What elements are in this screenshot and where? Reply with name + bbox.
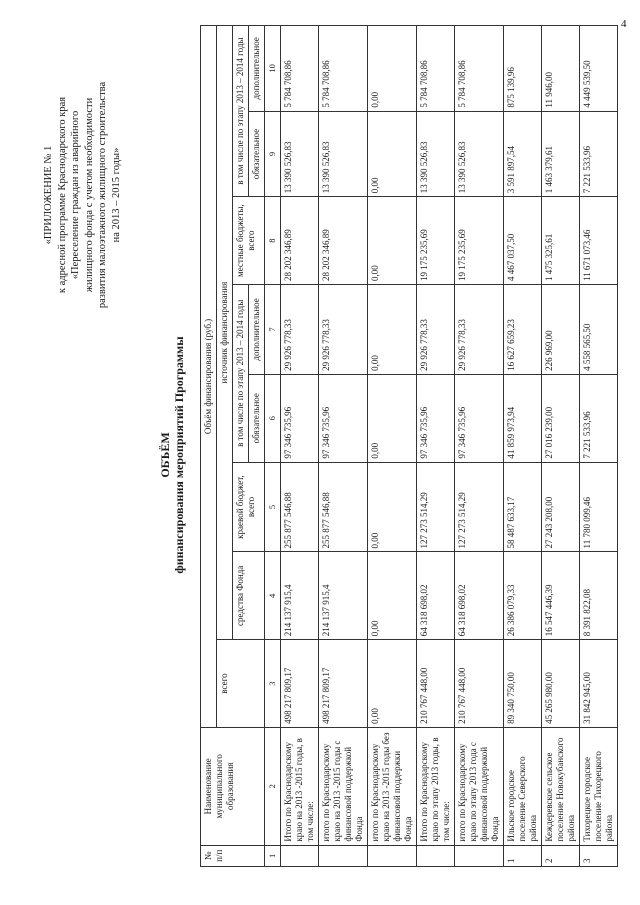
cell-regional-mandatory: 41 859 973,94 <box>504 374 542 462</box>
table-row <box>580 26 618 867</box>
cell-no: 3 <box>580 845 618 866</box>
cell-fund: 0,00 <box>368 552 417 640</box>
cell-regional: 127 273 514,29 <box>417 462 455 552</box>
cell-name: Кеждеревское сельское поселение Новокубанского района <box>542 727 580 845</box>
cell-no <box>281 845 319 866</box>
cell-total: 0,00 <box>368 640 417 728</box>
cell-local: 28 202 346,89 <box>319 197 368 285</box>
heading-subtitle: финансирования мероприятий Программы <box>172 336 186 574</box>
cell-total: 89 340 750,00 <box>504 640 542 728</box>
cell-local: 11 671 073,46 <box>580 197 618 285</box>
cell-local-additional: 5 784 708,86 <box>417 26 455 112</box>
column-number: 1 <box>265 845 281 866</box>
header-local-including: в том числе по этапу 2013 – 2014 годы <box>233 26 249 197</box>
appendix-line: «ПРИЛОЖЕНИЕ № 1 <box>43 145 54 245</box>
cell-name: Ильское городское поселение Северского района <box>504 727 542 845</box>
cell-local: 1 475 325,61 <box>542 197 580 285</box>
cell-local-additional: 11 946,00 <box>542 26 580 112</box>
cell-no: 1 <box>504 845 542 866</box>
cell-regional-additional: 29 926 778,33 <box>281 285 319 375</box>
cell-regional: 58 487 633,17 <box>504 462 542 552</box>
cell-fund: 214 137 915,4 <box>281 552 319 640</box>
cell-regional-mandatory: 97 346 735,96 <box>319 374 368 462</box>
header-volume: Объём финансирования (руб.) <box>201 26 217 728</box>
cell-local-mandatory: 7 221 533,96 <box>580 111 618 197</box>
cell-total: 498 217 809,17 <box>319 640 368 728</box>
cell-local: 19 175 235,69 <box>455 197 504 285</box>
cell-local-additional: 5 784 708,86 <box>281 26 319 112</box>
appendix-line: «Переселение граждан из аварийного <box>70 110 81 280</box>
column-number: 6 <box>265 374 281 462</box>
cell-no <box>455 845 504 866</box>
cell-name: итого по Краснодарскому краю на 2013 -2015 годы с финансовой поддержкой Фонда <box>319 727 368 845</box>
column-number: 8 <box>265 197 281 285</box>
cell-local-mandatory: 0,00 <box>368 111 417 197</box>
cell-local-mandatory: 13 390 526,83 <box>281 111 319 197</box>
cell-regional: 27 243 208,00 <box>542 462 580 552</box>
header-fund: средства Фонда <box>233 552 265 640</box>
cell-local-mandatory: 13 390 526,83 <box>455 111 504 197</box>
cell-no <box>319 845 368 866</box>
column-number: 9 <box>265 111 281 197</box>
cell-regional: 11 780 099,46 <box>580 462 618 552</box>
rotated-page <box>30 25 614 885</box>
cell-regional-mandatory: 27 016 239,00 <box>542 374 580 462</box>
appendix-line: развития малоэтажного жилищного строительства <box>97 81 108 309</box>
table-row <box>417 26 455 867</box>
appendix-block <box>42 45 123 345</box>
cell-regional-mandatory: 97 346 735,96 <box>455 374 504 462</box>
cell-no: 2 <box>542 845 580 866</box>
document-heading <box>158 145 186 765</box>
table-row <box>542 26 580 867</box>
cell-fund: 26 386 079,33 <box>504 552 542 640</box>
cell-regional-additional: 29 926 778,33 <box>455 285 504 375</box>
appendix-line: на 2013 – 2015 годы» <box>110 147 122 243</box>
column-number: 2 <box>265 727 281 845</box>
cell-name: итого по Краснодарскому краю на 2013 -2015 годы без финансовой поддержки Фонда <box>368 727 417 845</box>
cell-name: итого по Краснодарскому краю по этапу 2013 года с финансовой поддержкой Фонда <box>455 727 504 845</box>
table-row <box>455 26 504 867</box>
cell-total: 45 265 980,00 <box>542 640 580 728</box>
column-number-row <box>265 26 281 867</box>
header-total: всего <box>217 640 265 728</box>
header-regional-additional: дополнительное <box>249 285 265 375</box>
cell-local-mandatory: 3 591 897,54 <box>504 111 542 197</box>
header-sources: источник финансирования <box>217 26 233 640</box>
cell-regional-mandatory: 97 346 735,96 <box>281 374 319 462</box>
header-local-mandatory: обязательное <box>249 111 265 197</box>
cell-local-mandatory: 13 390 526,83 <box>417 111 455 197</box>
column-number: 4 <box>265 552 281 640</box>
cell-regional-additional: 29 926 778,33 <box>417 285 455 375</box>
cell-fund: 64 318 698,02 <box>417 552 455 640</box>
cell-regional: 255 877 546,88 <box>281 462 319 552</box>
cell-local-additional: 4 449 539,50 <box>580 26 618 112</box>
cell-local-additional: 5 784 708,86 <box>455 26 504 112</box>
table-row <box>319 26 368 867</box>
cell-local: 0,00 <box>368 197 417 285</box>
header-regional-mandatory: обязательное <box>249 374 265 462</box>
cell-no <box>368 845 417 866</box>
cell-local-additional: 875 139,96 <box>504 26 542 112</box>
cell-name: Тихорецкое городское поселение Тихорецкого района <box>580 727 618 845</box>
cell-name: Итого по Краснодарскому краю на 2013 -2015 годы, в том числе: <box>281 727 319 845</box>
heading-title: ОБЪЁМ <box>158 432 172 478</box>
header-regional-including: в том числе по этапу 2013 – 2014 годы <box>233 285 249 463</box>
appendix-line: жилищного фонда с учетом необходимости <box>83 97 95 293</box>
cell-regional-mandatory: 7 221 533,96 <box>580 374 618 462</box>
cell-total: 498 217 809,17 <box>281 640 319 728</box>
header-no: № п/п <box>201 845 265 866</box>
cell-regional: 127 273 514,29 <box>455 462 504 552</box>
column-number: 10 <box>265 26 281 112</box>
cell-name: Итого по Краснодарскому краю по этапу 2013 годы, в том числе: <box>417 727 455 845</box>
column-number: 7 <box>265 285 281 375</box>
cell-fund: 64 318 698,02 <box>455 552 504 640</box>
cell-local: 4 467 037,50 <box>504 197 542 285</box>
cell-regional-mandatory: 0,00 <box>368 374 417 462</box>
header-regional: краевой бюджет, всего <box>233 462 265 552</box>
cell-regional: 255 877 546,88 <box>319 462 368 552</box>
header-local-additional: дополнительное <box>249 26 265 112</box>
cell-fund: 8 391 822,08 <box>580 552 618 640</box>
column-number: 3 <box>265 640 281 728</box>
appendix-line: к адресной программе Краснодарского края <box>56 96 68 294</box>
cell-local: 28 202 346,89 <box>281 197 319 285</box>
page-number: 4 <box>621 18 627 30</box>
cell-total: 210 767 448,00 <box>417 640 455 728</box>
cell-regional-mandatory: 97 346 735,96 <box>417 374 455 462</box>
cell-local-additional: 5 784 708,86 <box>319 26 368 112</box>
cell-total: 31 842 945,00 <box>580 640 618 728</box>
column-number: 5 <box>265 462 281 552</box>
cell-regional-additional: 4 558 565,50 <box>580 285 618 375</box>
cell-fund: 16 547 446,39 <box>542 552 580 640</box>
table-row <box>281 26 319 867</box>
financing-table <box>200 25 618 867</box>
cell-local: 19 175 235,69 <box>417 197 455 285</box>
cell-regional-additional: 0,00 <box>368 285 417 375</box>
header-name: Наименование муниципального образования <box>201 727 265 845</box>
cell-regional: 0,00 <box>368 462 417 552</box>
cell-local-mandatory: 1 463 379,61 <box>542 111 580 197</box>
cell-regional-additional: 226 969,00 <box>542 285 580 375</box>
cell-local-mandatory: 13 390 526,83 <box>319 111 368 197</box>
cell-fund: 214 137 915,4 <box>319 552 368 640</box>
cell-regional-additional: 16 627 659,23 <box>504 285 542 375</box>
table-row <box>368 26 417 867</box>
cell-local-additional: 0,00 <box>368 26 417 112</box>
cell-regional-additional: 29 926 778,33 <box>319 285 368 375</box>
table-row <box>504 26 542 867</box>
header-local: местные бюджеты, всего <box>233 197 265 285</box>
cell-no <box>417 845 455 866</box>
cell-total: 210 767 448,00 <box>455 640 504 728</box>
